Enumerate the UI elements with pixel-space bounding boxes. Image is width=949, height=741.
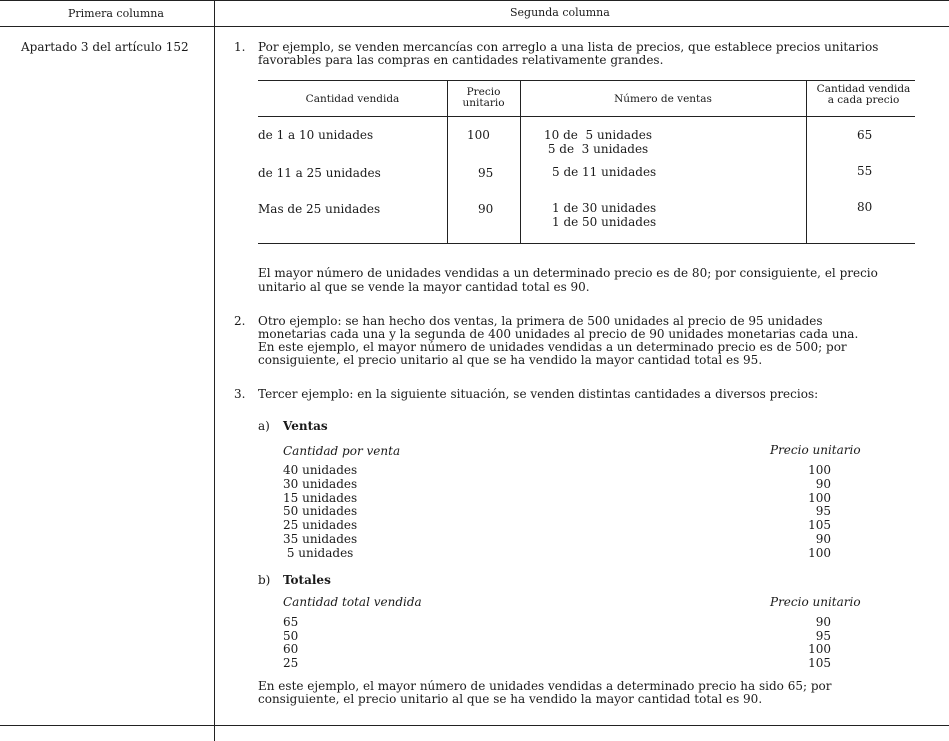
article-reference: Apartado 3 del artículo 152 <box>21 40 189 54</box>
item2-line1: Otro ejemplo: se han hecho dos ventas, la primera de 500 unidades al precio de 95 unidades <box>258 314 823 328</box>
table1-bottom-rule <box>258 243 915 244</box>
table1-row1-qty: de 1 a 10 unidades <box>258 128 374 142</box>
item3b-title: Totales <box>283 573 331 587</box>
ventas-row-qty: 40 unidades <box>283 463 358 477</box>
item1-number: 1. <box>234 40 246 54</box>
ventas-row-qty: 30 unidades <box>283 476 358 491</box>
table1-header-each-l1: Cantidad vendida <box>816 83 911 95</box>
header-col2: Segunda columna <box>510 6 610 19</box>
item1-conclusion-l1: El mayor número de unidades vendidas a un determinado precio es de 80; por consiguiente, el precio <box>258 266 878 280</box>
totales-row-qty: 60 <box>283 642 299 657</box>
table1-row3-sales2: 1 de 50 unidades <box>552 215 657 229</box>
item2-line3: En este ejemplo, el mayor número de unidades vendidas a un determinado precio es de 500; por <box>258 340 847 354</box>
table1-row2-price: 95 <box>478 166 494 180</box>
ventas-row-price: 100 <box>808 463 831 477</box>
item3a-col2-header: Precio unitario <box>770 443 861 457</box>
item3-number: 3. <box>234 387 246 401</box>
table1-row2-each: 55 <box>857 164 873 178</box>
column-divider <box>214 0 215 741</box>
ventas-row-price: 105 <box>808 518 831 533</box>
bottom-border <box>0 725 949 726</box>
item3-conclusion-l2: consiguiente, el precio unitario al que se ha vendido la mayor cantidad total es 90. <box>258 692 763 706</box>
header-separator <box>0 26 949 27</box>
totales-row-price: 105 <box>808 655 831 670</box>
item3b-col1-header: Cantidad total vendida <box>283 595 422 609</box>
item3-line1: Tercer ejemplo: en la siguiente situación, se venden distintas cantidades a diversos precios: <box>258 387 819 401</box>
table1-row1-sales2: 5 de 3 unidades <box>544 142 649 156</box>
totales-row-price: 90 <box>815 615 831 629</box>
ventas-row-qty: 5 unidades <box>283 545 354 560</box>
ventas-row-price: 100 <box>808 545 831 560</box>
item2-number: 2. <box>234 314 246 328</box>
item2-line4: consiguiente, el precio unitario al que se ha vendido la mayor cantidad total es 95. <box>258 353 763 367</box>
item3b-col2-header: Precio unitario <box>770 595 861 609</box>
table1-row1-sales1: 10 de 5 unidades <box>544 128 653 142</box>
table1-header-price-l1: Precio <box>466 86 501 98</box>
item3a-col1-header: Cantidad por venta <box>283 444 401 458</box>
table1-header-rule <box>258 116 915 117</box>
top-border <box>0 0 949 1</box>
item3a-label: a) <box>258 419 270 433</box>
ventas-row-price: 90 <box>815 476 831 491</box>
item1-conclusion-l2: unitario al que se vende la mayor cantidad total es 90. <box>258 280 590 294</box>
header-col1: Primera columna <box>68 7 164 20</box>
ventas-row-price: 95 <box>815 504 831 519</box>
table1-row3-sales1: 1 de 30 unidades <box>552 201 657 215</box>
totales-row-qty: 25 <box>283 655 299 670</box>
table1-row3-each: 80 <box>857 200 873 214</box>
table1-header-sales: Número de ventas <box>614 93 712 105</box>
table1-row1-each: 65 <box>857 128 873 142</box>
item1-line1: Por ejemplo, se venden mercancías con arreglo a una lista de precios, que establece precios unitarios <box>258 40 879 54</box>
item3-conclusion-l1: En este ejemplo, el mayor número de unidades vendidas a determinado precio ha sido 65; por <box>258 679 832 693</box>
table1-header-price-l2: unitario <box>462 97 505 109</box>
table1-row2-qty: de 11 a 25 unidades <box>258 166 381 180</box>
table1-row3-qty: Mas de 25 unidades <box>258 202 381 216</box>
item1-line2: favorables para las compras en cantidades relativamente grandes. <box>258 53 664 67</box>
item2-line2: monetarias cada una y la segunda de 400 unidades al precio de 90 unidades monetarias cada una. <box>258 327 859 341</box>
table1-row1-price: 100 <box>467 128 490 142</box>
totales-row-price: 95 <box>815 628 831 643</box>
totales-row-qty: 65 <box>283 615 299 629</box>
table1-header-each-l2: a cada precio <box>827 94 900 106</box>
item3b-label: b) <box>258 573 271 587</box>
ventas-row-qty: 35 unidades <box>283 532 358 546</box>
totales-row-qty: 50 <box>283 628 299 643</box>
table1-header-qty: Cantidad vendida <box>305 93 400 105</box>
ventas-row-price: 90 <box>815 532 831 546</box>
ventas-row-qty: 25 unidades <box>283 518 358 533</box>
table1-top-rule <box>258 80 915 81</box>
item3a-title: Ventas <box>283 419 328 433</box>
ventas-row-qty: 15 unidades <box>283 490 358 505</box>
table1-row2-sales1: 5 de 11 unidades <box>552 165 657 179</box>
totales-row-price: 100 <box>808 642 831 657</box>
ventas-row-qty: 50 unidades <box>283 504 358 519</box>
ventas-row-price: 100 <box>808 490 831 505</box>
table1-row3-price: 90 <box>478 202 494 216</box>
